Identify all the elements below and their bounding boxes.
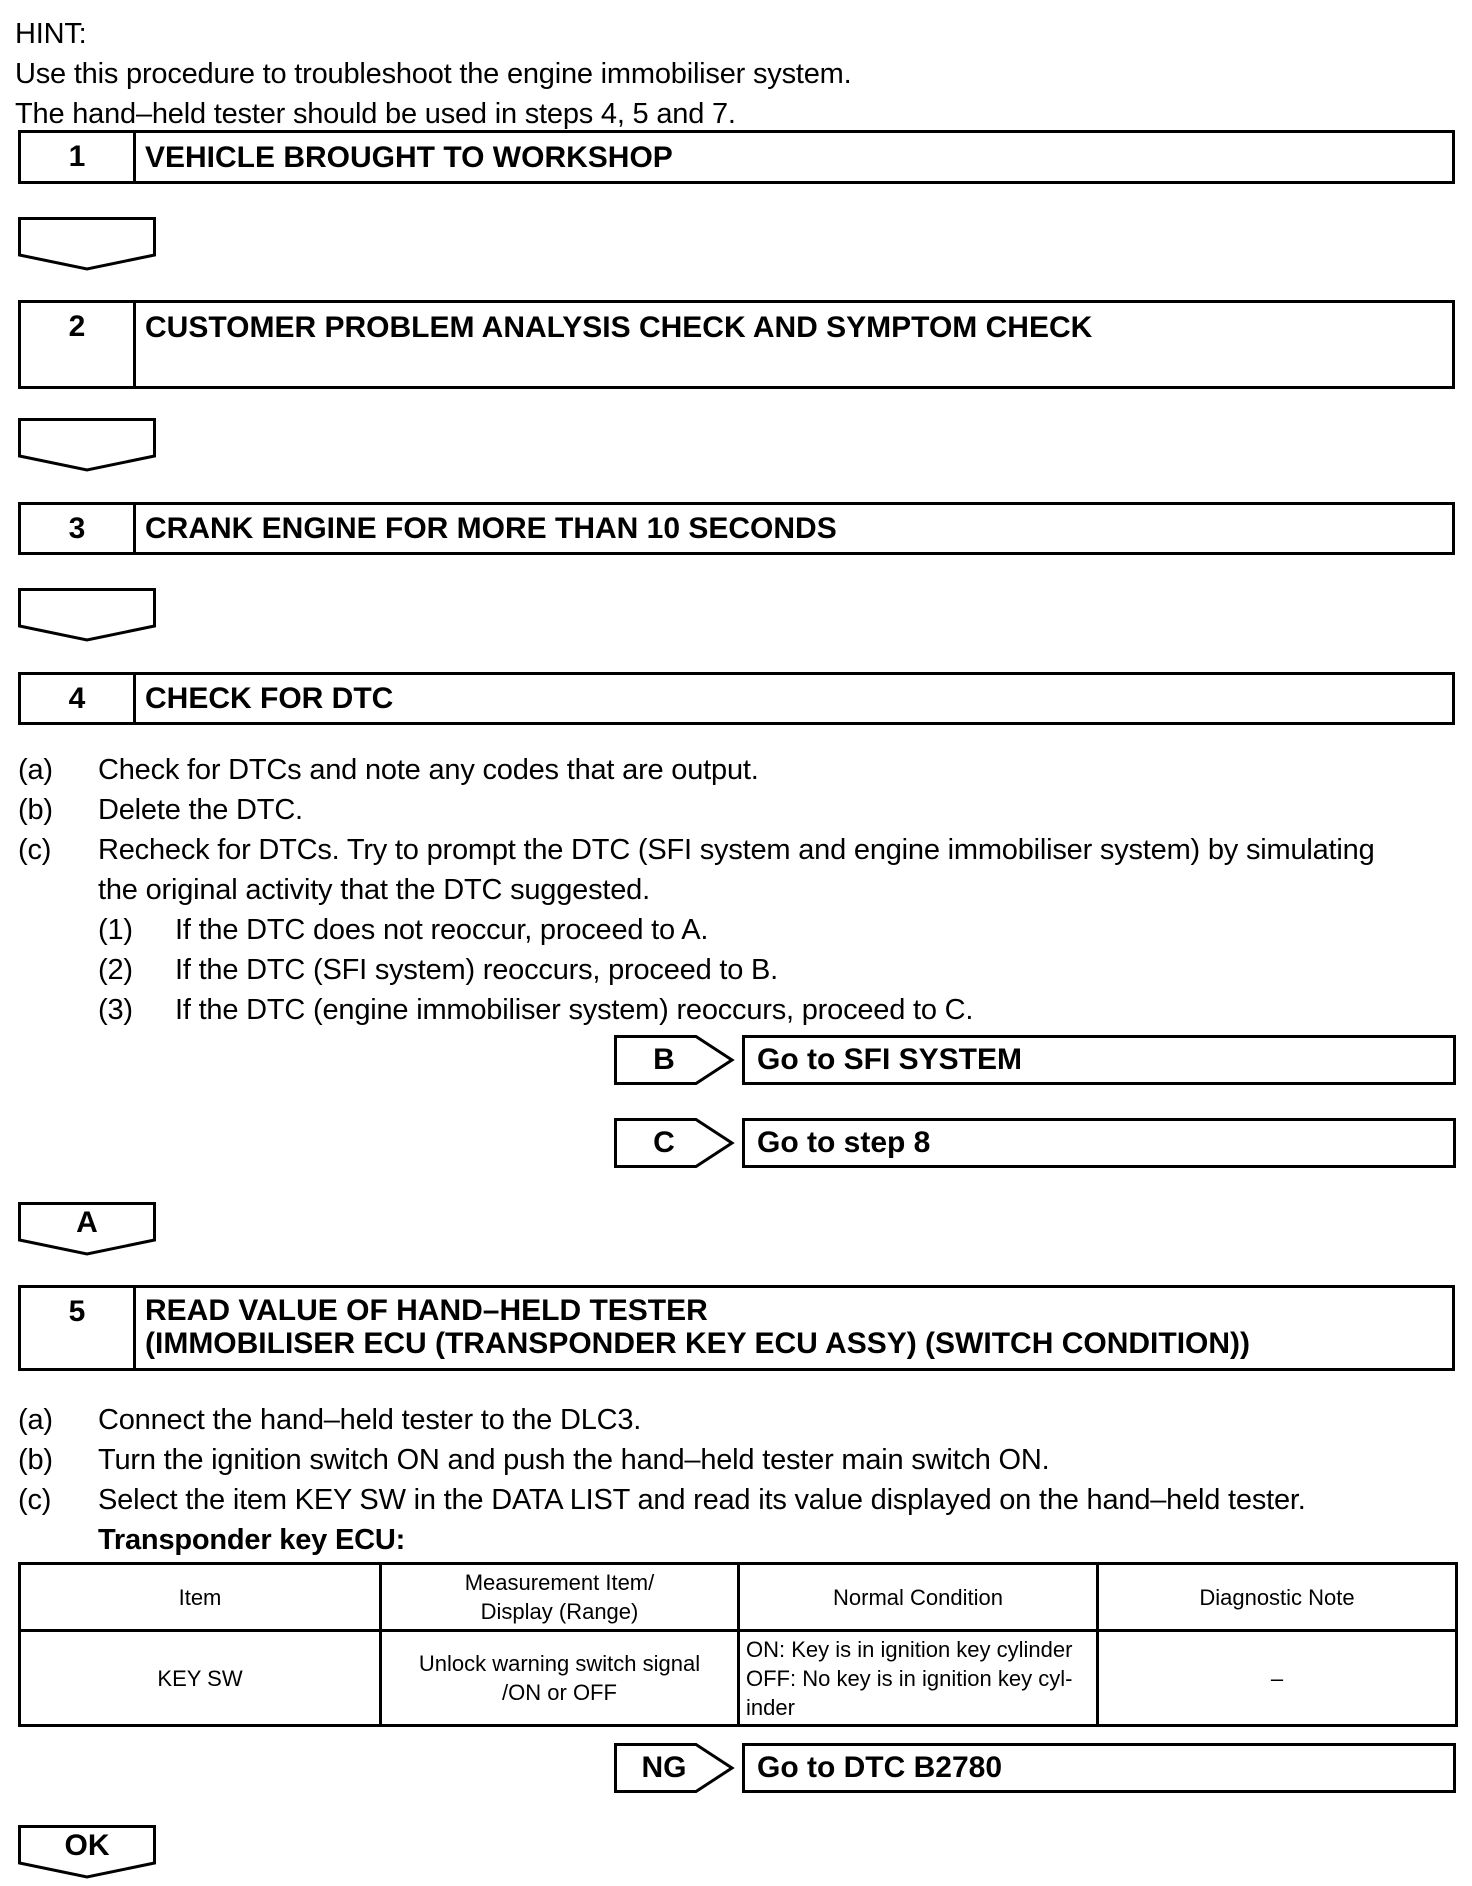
step-title-line-2: (IMMOBILISER ECU (TRANSPONDER KEY ECU ASSY) (SWITCH CONDITION))	[145, 1327, 1251, 1360]
item-text: Recheck for DTCs. Try to prompt the DTC (SFI system and engine immobiliser system) by simulating	[98, 834, 1375, 866]
header-normal-condition: Normal Condition	[739, 1564, 1098, 1631]
branch-result-label: NG	[641, 1751, 687, 1784]
flow-arrow-down	[18, 418, 156, 470]
item-text-continuation: the original activity that the DTC suggested.	[98, 874, 650, 906]
table-caption: Transponder key ECU:	[98, 1524, 406, 1556]
step-number: 4	[21, 675, 136, 722]
subitem-text: If the DTC (engine immobiliser system) reoccurs, proceed to C.	[175, 994, 974, 1026]
item-label: (c)	[18, 834, 52, 866]
flow-arrow-down	[18, 588, 156, 640]
hint-line: The hand–held tester should be used in steps 4, 5 and 7.	[15, 98, 736, 130]
branch-result-label: C	[653, 1126, 675, 1159]
branch-target-text: Go to DTC B2780	[757, 1751, 1003, 1784]
step-title: CUSTOMER PROBLEM ANALYSIS CHECK AND SYMPTOM CHECK	[145, 311, 1093, 344]
step-title: VEHICLE BROUGHT TO WORKSHOP	[145, 141, 673, 174]
data-list-table	[18, 1562, 1458, 1727]
subitem-label: (1)	[98, 914, 133, 946]
cell-measurement	[381, 1631, 739, 1726]
down-arrow-icon	[18, 418, 156, 472]
cell-item: KEY SW	[20, 1631, 381, 1726]
branch-target-text: Go to SFI SYSTEM	[757, 1043, 1023, 1076]
item-label: (a)	[18, 1404, 53, 1436]
subitem-label: (2)	[98, 954, 133, 986]
item-label: (a)	[18, 754, 53, 786]
header-measurement-line: Display (Range)	[480, 1599, 639, 1624]
header-item: Item	[20, 1564, 381, 1631]
table-row	[20, 1631, 1457, 1726]
branch-c[interactable]	[614, 1118, 1456, 1168]
cell-line: ON: Key is in ignition key cylinder	[746, 1636, 1073, 1662]
step-number: 2	[21, 303, 136, 386]
flow-result-label: OK	[64, 1829, 110, 1862]
item-text: Turn the ignition switch ON and push the hand–held tester main switch ON.	[98, 1444, 1050, 1476]
header-diagnostic-note: Diagnostic Note	[1098, 1564, 1457, 1631]
step-2-box	[18, 300, 1455, 389]
down-arrow-icon	[18, 588, 156, 642]
hint-heading: HINT:	[15, 18, 87, 50]
step-number: 3	[21, 505, 136, 552]
cell-line: OFF: No key is in ignition key cyl-	[746, 1665, 1073, 1691]
flow-result-label: A	[76, 1206, 98, 1239]
branch-target-text: Go to step 8	[757, 1126, 931, 1159]
flow-arrow-down	[18, 217, 156, 269]
subitem-label: (3)	[98, 994, 133, 1026]
flow-arrow-a	[18, 1202, 156, 1254]
item-label: (b)	[18, 794, 53, 826]
item-text: Connect the hand–held tester to the DLC3.	[98, 1404, 642, 1436]
item-label: (b)	[18, 1444, 53, 1476]
down-arrow-icon	[18, 217, 156, 271]
hint-line: Use this procedure to troubleshoot the engine immobiliser system.	[15, 58, 852, 90]
item-text: Delete the DTC.	[98, 794, 303, 826]
branch-target-box[interactable]	[742, 1118, 1456, 1168]
header-measurement-line: Measurement Item/	[464, 1570, 655, 1595]
branch-b[interactable]	[614, 1035, 1456, 1085]
branch-target-box[interactable]	[742, 1035, 1456, 1085]
cell-normal-condition	[739, 1631, 1098, 1726]
step-1-box	[18, 130, 1455, 184]
flow-arrow-ok	[18, 1825, 156, 1877]
item-label: (c)	[18, 1484, 52, 1516]
step-title: CRANK ENGINE FOR MORE THAN 10 SECONDS	[145, 512, 837, 545]
step-title-line-1: READ VALUE OF HAND–HELD TESTER	[145, 1294, 708, 1327]
step-4-box	[18, 672, 1455, 725]
header-measurement	[381, 1564, 739, 1631]
branch-result-label: B	[653, 1043, 675, 1076]
subitem-text: If the DTC does not reoccur, proceed to A.	[175, 914, 709, 946]
step-number: 1	[21, 133, 136, 181]
cell-diagnostic-note: –	[1098, 1631, 1457, 1726]
table-header-row	[20, 1564, 1457, 1631]
cell-line: Unlock warning switch signal	[418, 1651, 701, 1676]
cell-line: /ON or OFF	[502, 1680, 617, 1705]
subitem-text: If the DTC (SFI system) reoccurs, proceed to B.	[175, 954, 778, 986]
step-3-box	[18, 502, 1455, 555]
step-number: 5	[21, 1288, 136, 1368]
item-text: Check for DTCs and note any codes that are output.	[98, 754, 759, 786]
branch-target-box[interactable]	[742, 1743, 1456, 1793]
item-text: Select the item KEY SW in the DATA LIST and read its value displayed on the hand–held tester.	[98, 1484, 1306, 1516]
branch-ng[interactable]	[614, 1743, 1456, 1793]
step-5-box	[18, 1285, 1455, 1371]
step-title: CHECK FOR DTC	[145, 682, 394, 715]
cell-line: inder	[746, 1694, 795, 1720]
